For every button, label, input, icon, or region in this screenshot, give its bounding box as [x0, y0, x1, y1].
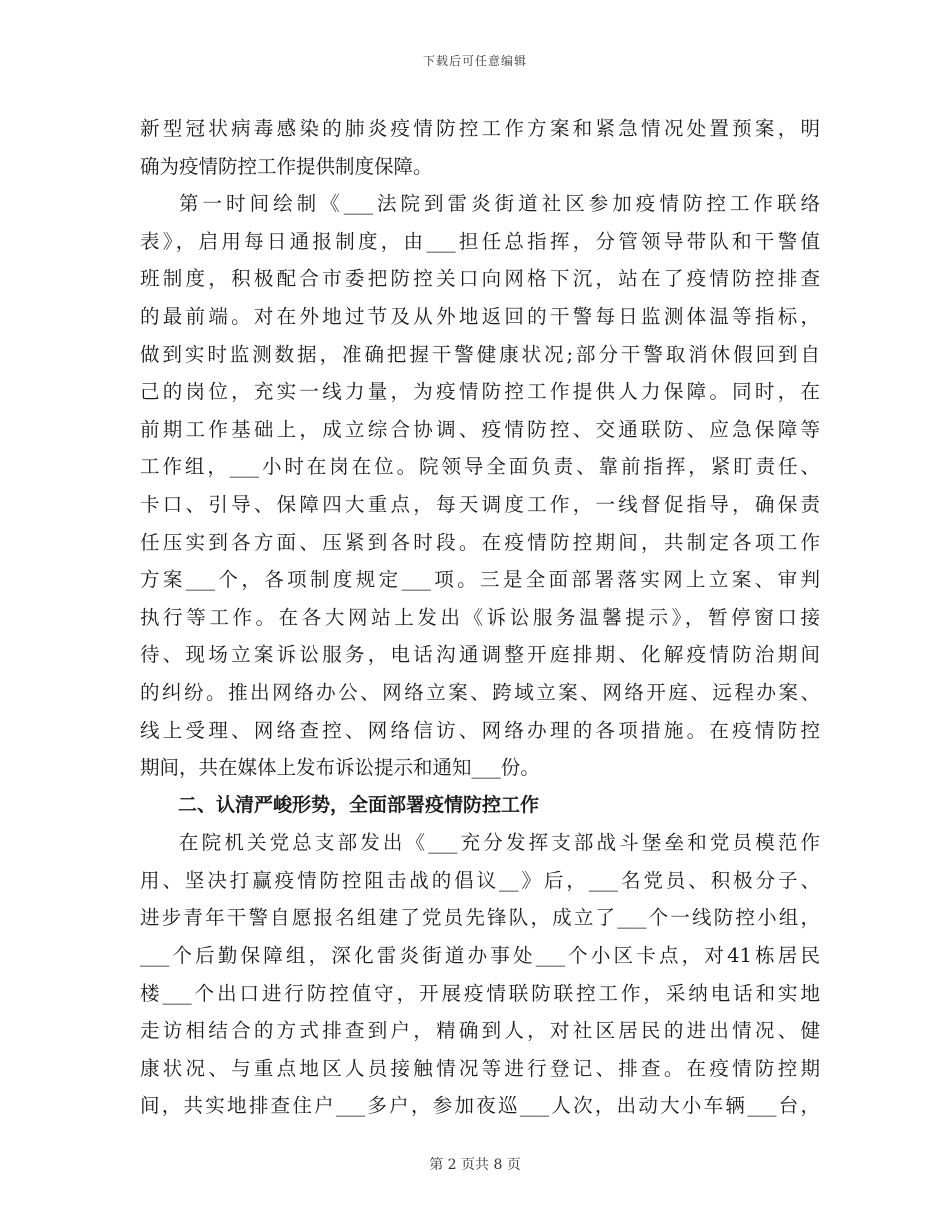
body-text-line: 确为疫情防控工作提供制度保障。 [140, 154, 433, 178]
section-heading: 二、认清严峻形势，全面部署疫情防控工作 [178, 793, 540, 816]
body-text-line: 任压实到各方面、压紧到各时段。在疫情防控期间，共制定各项工作 [140, 530, 820, 554]
body-text-line: 进步青年干警自愿报名组建了党员先锋队，成立了___个一线防控小组， [140, 906, 820, 930]
body-text-line: 己的岗位，充实一线力量，为疫情防控工作提供人力保障。同时，在 [140, 380, 820, 404]
body-text-line: 前期工作基础上，成立综合协调、疫情防控、交通联防、应急保障等 [140, 417, 820, 441]
body-text-line: 卡口、引导、保障四大重点，每天调度工作，一线督促指导，确保责 [140, 492, 820, 516]
body-text-line: 在院机关党总支部发出《___充分发挥支部战斗堡垒和党员模范作 [179, 831, 820, 855]
body-text-line: 的最前端。对在外地过节及从外地返回的干警每日监测体温等指标， [140, 304, 820, 328]
body-text-line: 工作组，___小时在岗在位。院领导全面负责、靠前指挥，紧盯责任、 [140, 455, 820, 479]
body-text-line: 的纠纷。推出网络办公、网络立案、跨域立案、网络开庭、远程办案、 [140, 680, 820, 704]
body-text-line: 做到实时监测数据，准确把握干警健康状况;部分干警取消休假回到自 [140, 342, 820, 366]
body-text-line: 线上受理、网络查控、网络信访、网络办理的各项措施。在疫情防控 [140, 718, 820, 742]
body-text-line: ___个后勤保障组，深化雷炎街道办事处___个小区卡点，对41栋居民 [140, 944, 820, 968]
body-text-line: 期间，共在媒体上发布诉讼提示和通知___份。 [140, 756, 540, 780]
body-text-line: 第一时间绘制《___法院到雷炎街道社区参加疫情防控工作联络 [179, 192, 820, 216]
body-text-line: 方案___个，各项制度规定___项。三是全面部署落实网上立案、审判 [140, 568, 820, 592]
body-text-line: 间，共实地排查住户___多户，参加夜巡___人次，出动大小车辆___台， [140, 1094, 820, 1118]
body-text-line: 康状况、与重点地区人员接触情况等进行登记、排查。在疫情防控期 [140, 1056, 820, 1080]
body-text-line: 执行等工作。在各大网站上发出《诉讼服务温馨提示》，暂停窗口接 [140, 605, 820, 629]
document-body [140, 110, 820, 1125]
page-footer: 第 2 页共 8 页 [429, 1157, 521, 1173]
body-text-line: 待、现场立案诉讼服务，电话沟通调整开庭排期、化解疫情防治期间 [140, 643, 820, 667]
body-text-line: 走访相结合的方式排查到户，精确到人，对社区居民的进出情况、健 [140, 1019, 820, 1043]
body-text-line: 表》，启用每日通报制度，由___担任总指挥，分管领导带队和干警值 [140, 229, 820, 253]
body-text-line: 用、坚决打赢疫情防控阻击战的倡议__》后，___名党员、积极分子、 [140, 868, 820, 892]
body-text-line: 新型冠状病毒感染的肺炎疫情防控工作方案和紧急情况处置预案，明 [140, 117, 820, 140]
body-text-line: 班制度，积极配合市委把防控关口向网格下沉，站在了疫情防控排查 [140, 267, 820, 291]
body-text-line: 楼___个出口进行防控值守，开展疫情联防联控工作，采纳电话和实地 [140, 981, 820, 1005]
page-header: 下载后可任意编辑 [422, 54, 527, 68]
